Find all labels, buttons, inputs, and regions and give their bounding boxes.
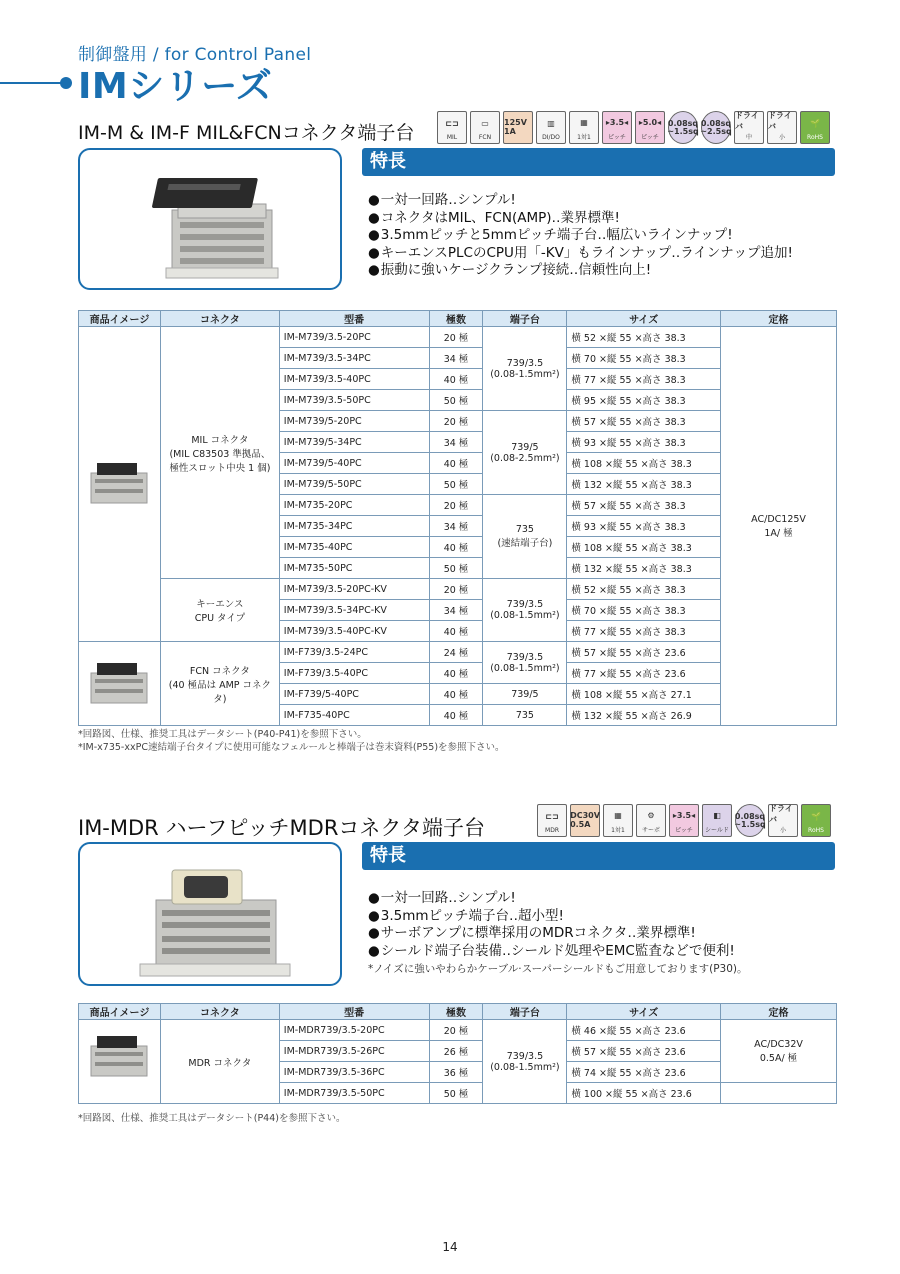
table-header-cell: サイズ (567, 311, 721, 327)
spec-icon-label: RoHS (807, 134, 823, 141)
size-cell: 横 74 ×縦 55 ×高さ 23.6 (567, 1062, 721, 1083)
product-thumbnail (83, 1032, 155, 1092)
size-cell: 横 77 ×縦 55 ×高さ 38.3 (567, 369, 721, 390)
spec-icon (734, 111, 764, 144)
spec-icon-label: 中 (745, 134, 752, 141)
spec-icon (570, 804, 600, 837)
size-cell: 横 70 ×縦 55 ×高さ 38.3 (567, 348, 721, 369)
page-title: IMシリーズ (78, 66, 273, 107)
page-number: 14 (442, 1240, 458, 1254)
poles-cell: 40 極 (429, 369, 483, 390)
product-thumbnail (83, 659, 155, 709)
size-cell: 横 108 ×縦 55 ×高さ 27.1 (567, 684, 721, 705)
section2-product-photo (78, 842, 342, 986)
size-cell: 横 52 ×縦 55 ×高さ 38.3 (567, 327, 721, 348)
section1-spec-table (78, 310, 837, 726)
poles-cell: 40 極 (429, 663, 483, 684)
poles-cell: 50 極 (429, 390, 483, 411)
spec-icon-label: 小 (779, 827, 786, 834)
spec-icon (702, 804, 732, 837)
size-cell: 横 132 ×縦 55 ×高さ 38.3 (567, 474, 721, 495)
table-header-cell: 商品イメージ (79, 1004, 161, 1020)
spec-icon-label: 1対1 (611, 827, 625, 834)
poles-cell: 34 極 (429, 432, 483, 453)
spec-icon-label: MIL (446, 134, 458, 141)
size-cell: 横 57 ×縦 55 ×高さ 38.3 (567, 411, 721, 432)
size-cell: 横 100 ×縦 55 ×高さ 23.6 (567, 1083, 721, 1104)
table-header-cell: 商品イメージ (79, 311, 161, 327)
connector-cell: キーエンス CPU タイプ (160, 579, 279, 642)
table-header-cell: 定格 (721, 1004, 837, 1020)
spec-icon (569, 111, 599, 144)
section2-notes (78, 1112, 345, 1125)
model-cell: IM-MDR739/3.5-20PC (279, 1020, 429, 1041)
spec-icon-label: ピッチ (641, 134, 659, 141)
rating-cell: AC/DC32V 0.5A/ 極 (721, 1020, 837, 1083)
spec-icon-symbol: ドライバ (769, 804, 793, 824)
table-header-cell: サイズ (567, 1004, 721, 1020)
feature-item: ● 3.5mmピッチと5mmピッチ端子台‥幅広いラインナップ! (368, 227, 793, 245)
section1-title: IM-M & IM-F MIL&FCNコネクタ端子台 (78, 122, 415, 144)
poles-cell: 20 極 (429, 411, 483, 432)
spec-icon (603, 804, 633, 837)
spec-icon (537, 804, 567, 837)
poles-cell: 40 極 (429, 684, 483, 705)
model-cell: IM-M739/5-20PC (279, 411, 429, 432)
note-line: *回路図、仕様、推奨工具はデータシート(P40-P41)を参照下さい。 (78, 729, 367, 740)
size-cell: 横 132 ×縦 55 ×高さ 38.3 (567, 558, 721, 579)
spec-icon-symbol: ⚙ (647, 810, 655, 820)
model-cell: IM-M739/5-40PC (279, 453, 429, 474)
terminal-block-cell: 739/3.5 (0.08-1.5mm²) (483, 579, 567, 642)
model-cell: IM-F739/3.5-24PC (279, 642, 429, 663)
model-cell: IM-M735-40PC (279, 537, 429, 558)
spec-icon (437, 111, 467, 144)
size-cell: 横 57 ×縦 55 ×高さ 23.6 (567, 642, 721, 663)
table-header-cell: 極数 (429, 311, 483, 327)
section1-features-list (368, 192, 793, 280)
poles-cell: 40 極 (429, 453, 483, 474)
spec-icon-label: DI/DO (542, 134, 560, 141)
spec-icon-label: 1対1 (577, 134, 591, 141)
poles-cell: 34 極 (429, 348, 483, 369)
spec-icon-symbol: 🌱 (811, 811, 821, 821)
poles-cell: 20 極 (429, 1020, 483, 1041)
spec-icon-label: 小 (778, 134, 785, 141)
model-cell: IM-M739/3.5-34PC (279, 348, 429, 369)
spec-icon (668, 111, 698, 144)
spec-icon-label: RoHS (808, 827, 824, 834)
size-cell: 横 70 ×縦 55 ×高さ 38.3 (567, 600, 721, 621)
spec-icon-label: MDR (545, 827, 559, 834)
feature-item: ● コネクタはMIL、FCN(AMP)‥業界標準! (368, 210, 793, 228)
size-cell: 横 52 ×縦 55 ×高さ 38.3 (567, 579, 721, 600)
poles-cell: 34 極 (429, 516, 483, 537)
spec-icon (503, 111, 533, 144)
size-cell: 横 108 ×縦 55 ×高さ 38.3 (567, 453, 721, 474)
spec-icon-label: サーボ (641, 827, 660, 834)
terminal-block-cell: 739/3.5 (0.08-1.5mm²) (483, 1020, 567, 1104)
size-cell: 横 108 ×縦 55 ×高さ 38.3 (567, 537, 721, 558)
rating-cell-empty (721, 1083, 837, 1104)
spec-icon (701, 111, 731, 144)
spec-icon-symbol: ▦ (580, 117, 588, 127)
poles-cell: 40 極 (429, 537, 483, 558)
table-header-cell: 端子台 (483, 1004, 567, 1020)
spec-icon (669, 804, 699, 837)
spec-icon-symbol: 0.08sq ~1.5sq (667, 118, 699, 136)
poles-cell: 50 極 (429, 474, 483, 495)
table-header-cell: 端子台 (483, 311, 567, 327)
connector-cell: FCN コネクタ (40 極品は AMP コネクタ) (160, 642, 279, 726)
product-image-cell (79, 327, 161, 642)
model-cell: IM-M739/3.5-50PC (279, 390, 429, 411)
table-header-cell: 定格 (721, 311, 837, 327)
size-cell: 横 93 ×縦 55 ×高さ 38.3 (567, 516, 721, 537)
spec-icon (768, 804, 798, 837)
size-cell: 横 57 ×縦 55 ×高さ 23.6 (567, 1041, 721, 1062)
header-subtitle: 制御盤用 / for Control Panel (78, 45, 312, 65)
table-header-cell: コネクタ (160, 1004, 279, 1020)
product-image-cell (79, 1020, 161, 1104)
poles-cell: 50 極 (429, 1083, 483, 1104)
header-dot (60, 77, 72, 89)
spec-icon (635, 111, 665, 144)
spec-icon-symbol: 0.08sq ~1.5sq (734, 811, 766, 829)
section2-spec-table (78, 1003, 837, 1104)
feature-item: ● 振動に強いケージクランプ接続‥信頼性向上! (368, 262, 793, 280)
table-header-cell: 型番 (279, 311, 429, 327)
spec-icon-symbol: ▦ (614, 810, 622, 820)
spec-icon-symbol: ▸3.5◂ (605, 117, 629, 127)
terminal-block-cell: 739/3.5 (0.08-1.5mm²) (483, 327, 567, 411)
note-line: *IM-x735-xxPC速結端子台タイプに使用可能なフェルールと棒端子は巻末資料(P55)を参照下さい。 (78, 742, 505, 753)
section2-features-list (368, 890, 735, 960)
size-cell: 横 77 ×縦 55 ×高さ 23.6 (567, 663, 721, 684)
model-cell: IM-MDR739/3.5-36PC (279, 1062, 429, 1083)
poles-cell: 40 極 (429, 621, 483, 642)
poles-cell: 24 極 (429, 642, 483, 663)
spec-icon-symbol: ドライバ (735, 111, 759, 131)
section1-notes (78, 728, 505, 754)
spec-icon (470, 111, 500, 144)
feature-item: ● キーエンスPLCのCPU用「-KV」もラインナップ‥ラインナップ追加! (368, 245, 793, 263)
note-line: *回路図、仕様、推奨工具はデータシート(P44)を参照下さい。 (78, 1113, 346, 1124)
product-thumbnail (83, 459, 155, 509)
spec-icon-label: ピッチ (608, 134, 626, 141)
model-cell: IM-M735-50PC (279, 558, 429, 579)
terminal-block-cell: 735 (速結端子台) (483, 495, 567, 579)
model-cell: IM-M735-20PC (279, 495, 429, 516)
section1-spec-icons (437, 111, 830, 144)
spec-icon-symbol: 0.08sq ~2.5sq (700, 118, 732, 136)
model-cell: IM-F735-40PC (279, 705, 429, 726)
terminal-block-cell: 735 (483, 705, 567, 726)
feature-item: ● 一対一回路‥シンプル! (368, 890, 735, 908)
spec-icon-symbol: ▭ (481, 118, 489, 128)
spec-icon-symbol: ドライバ (768, 111, 792, 131)
table-row (79, 327, 837, 348)
spec-icon (801, 804, 831, 837)
spec-icon (536, 111, 566, 144)
model-cell: IM-M735-34PC (279, 516, 429, 537)
section1-product-photo (78, 148, 342, 290)
spec-icon-label: FCN (478, 134, 492, 141)
feature-item: ● 3.5mmピッチ端子台‥超小型! (368, 908, 735, 926)
model-cell: IM-M739/3.5-40PC-KV (279, 621, 429, 642)
section2-features-heading: 特長 (362, 842, 835, 870)
model-cell: IM-M739/5-50PC (279, 474, 429, 495)
spec-icon (602, 111, 632, 144)
poles-cell: 50 極 (429, 558, 483, 579)
spec-icon-symbol: ▸3.5◂ (672, 810, 696, 820)
spec-icon-symbol: ◧ (713, 810, 721, 820)
table-header-cell: 極数 (429, 1004, 483, 1020)
spec-icon-symbol: 125V 1A (504, 117, 527, 136)
poles-cell: 26 極 (429, 1041, 483, 1062)
size-cell: 横 77 ×縦 55 ×高さ 38.3 (567, 621, 721, 642)
section2-feature-note: *ノイズに強いやわらかケーブル·スーパーシールドもご用意しております(P30)。 (368, 963, 748, 975)
terminal-block-cell: 739/3.5 (0.08-1.5mm²) (483, 642, 567, 684)
spec-icon (636, 804, 666, 837)
terminal-block-cell: 739/5 (483, 684, 567, 705)
connector-cell: MDR コネクタ (160, 1020, 279, 1104)
model-cell: IM-M739/5-34PC (279, 432, 429, 453)
table-header-cell: コネクタ (160, 311, 279, 327)
table-row (79, 1020, 837, 1041)
spec-icon-label: シールド (705, 827, 729, 834)
section2-title: IM-MDR ハーフピッチMDRコネクタ端子台 (78, 816, 486, 840)
spec-icon-symbol: ⊏⊐ (545, 811, 559, 821)
model-cell: IM-M739/3.5-20PC (279, 327, 429, 348)
spec-icon-symbol: ▥ (547, 118, 555, 128)
model-cell: IM-F739/3.5-40PC (279, 663, 429, 684)
poles-cell: 20 極 (429, 579, 483, 600)
size-cell: 横 57 ×縦 55 ×高さ 38.3 (567, 495, 721, 516)
connector-cell: MIL コネクタ (MIL C83503 準拠品、 極性スロット中央 1 個) (160, 327, 279, 579)
feature-item: ● 一対一回路‥シンプル! (368, 192, 793, 210)
spec-icon-symbol: ⊏⊐ (445, 118, 459, 128)
model-cell: IM-M739/3.5-40PC (279, 369, 429, 390)
section1-features-heading: 特長 (362, 148, 835, 176)
spec-icon-symbol: ▸5.0◂ (638, 117, 662, 127)
spec-icon-symbol: DC30V 0.5A (570, 810, 600, 829)
size-cell: 横 132 ×縦 55 ×高さ 26.9 (567, 705, 721, 726)
poles-cell: 20 極 (429, 495, 483, 516)
rating-cell: AC/DC125V 1A/ 極 (721, 327, 837, 726)
model-cell: IM-M739/3.5-34PC-KV (279, 600, 429, 621)
poles-cell: 20 極 (429, 327, 483, 348)
poles-cell: 34 極 (429, 600, 483, 621)
poles-cell: 36 極 (429, 1062, 483, 1083)
model-cell: IM-F739/5-40PC (279, 684, 429, 705)
spec-icon-symbol: 🌱 (810, 118, 820, 128)
header-line (0, 82, 64, 84)
spec-icon (767, 111, 797, 144)
feature-item: ● シールド端子台装備‥シールド処理やEMC監査などで便利! (368, 943, 735, 961)
section2-spec-icons (537, 804, 831, 837)
product-image-cell (79, 642, 161, 726)
spec-icon (800, 111, 830, 144)
model-cell: IM-MDR739/3.5-50PC (279, 1083, 429, 1104)
model-cell: IM-M739/3.5-20PC-KV (279, 579, 429, 600)
size-cell: 横 46 ×縦 55 ×高さ 23.6 (567, 1020, 721, 1041)
feature-item: ● サーボアンプに標準採用のMDRコネクタ‥業界標準! (368, 925, 735, 943)
size-cell: 横 95 ×縦 55 ×高さ 38.3 (567, 390, 721, 411)
spec-icon (735, 804, 765, 837)
model-cell: IM-MDR739/3.5-26PC (279, 1041, 429, 1062)
terminal-block-cell: 739/5 (0.08-2.5mm²) (483, 411, 567, 495)
spec-icon-label: ピッチ (675, 827, 693, 834)
size-cell: 横 93 ×縦 55 ×高さ 38.3 (567, 432, 721, 453)
table-header-cell: 型番 (279, 1004, 429, 1020)
poles-cell: 40 極 (429, 705, 483, 726)
